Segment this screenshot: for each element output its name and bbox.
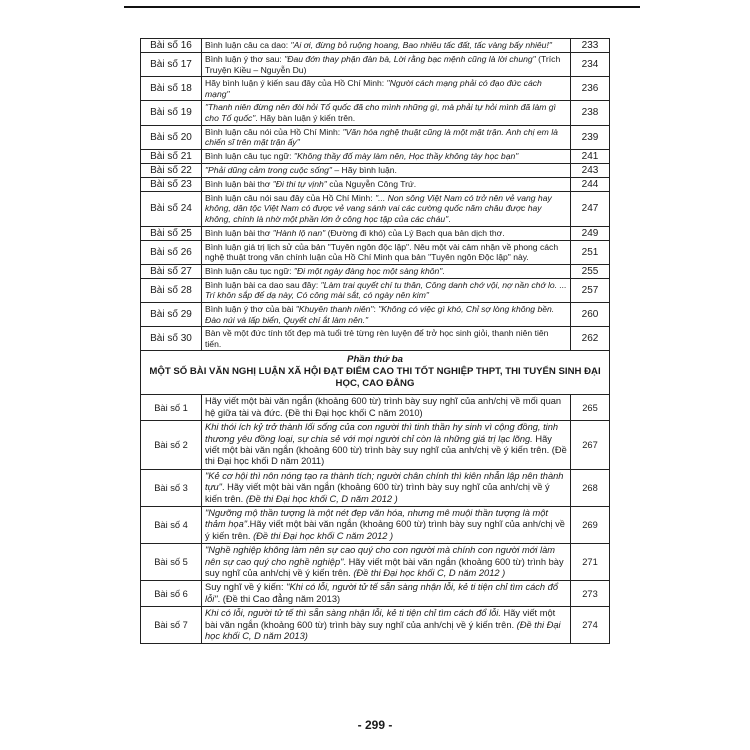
part-three-header-row: [141, 351, 610, 395]
entry-label: Bài số 6: [141, 581, 202, 607]
entry-description: [202, 607, 571, 644]
entry-label: Bài số 21: [141, 149, 202, 163]
entry-quote-text: "Không có việc gì khó, Chỉ sợ lòng không bền. Đào núi và lấp biển, Quyết chí ắt làm nên.": [205, 303, 555, 325]
table-row: [141, 302, 610, 326]
table-row: [141, 191, 610, 226]
entry-label: Bài số 4: [141, 506, 202, 543]
entry-text: :: [373, 303, 379, 314]
entry-text: Hãy viết một bài văn ngắn (khoảng 600 từ) trình bày suy nghĩ của anh/chị về mối quan hệ giữa tài và đức. (Đề thi Đại học khối C năm 2010): [205, 396, 562, 418]
entry-page-number: 260: [571, 302, 610, 326]
entry-page-number: 271: [571, 544, 610, 581]
entry-quote-text: Khi có lỗi, người tử tế thì sẵn sàng nhận lỗi, kẻ ti tiện chỉ tìm cách đổ lỗi.: [205, 608, 501, 619]
entry-label: Bài số 16: [141, 39, 202, 53]
entry-label: Bài số 2: [141, 421, 202, 470]
entry-text: Bình luận câu ca dao:: [205, 40, 291, 51]
entry-text: Bình luận câu tục ngữ:: [205, 150, 294, 161]
entry-page-number: 273: [571, 581, 610, 607]
entry-description: [202, 177, 571, 191]
entry-text: Bình luận câu nói sau đây của Hồ Chí Minh:: [205, 192, 376, 203]
table-row: [141, 607, 610, 644]
entry-label: Bài số 5: [141, 544, 202, 581]
entry-text: Bình luận ý thơ của bài: [205, 303, 296, 314]
entry-page-number: 251: [571, 240, 610, 264]
entry-text: Bình luận ý thơ sau:: [205, 54, 285, 64]
entry-label: Bài số 23: [141, 177, 202, 191]
entry-quote-text: "Ai ơi, đừng bỏ ruộng hoang, Bao nhiêu tấc đất, tấc vàng bấy nhiêu!": [290, 40, 552, 51]
entry-page-number: 234: [571, 53, 610, 77]
table-row: [141, 240, 610, 264]
entry-quote-text: (Đề thi Đại học khối C, D năm 2012 ): [245, 493, 398, 504]
top-rule: [124, 6, 640, 8]
entry-page-number: 265: [571, 395, 610, 421]
entry-text: Bình luận bài thơ: [205, 227, 273, 238]
entry-text: Bình luận câu nói của Hồ Chí Minh:: [205, 126, 343, 137]
entry-description: [202, 191, 571, 226]
entry-label: Bài số 24: [141, 191, 202, 226]
entry-quote-text: "Làm trai quyết chí tu thân, Công danh chớ vội, nợ nần chớ lo. ... Trí khôn sắp để dạ này, Có công mài sắt, có ngày nên kim": [205, 279, 567, 301]
table-row: [141, 163, 610, 177]
entry-description: [202, 302, 571, 326]
entry-text: Hãy viết một bài văn ngắn (khoảng 600 từ) trình bày suy nghĩ của anh/chị về ý kiến trên.: [205, 608, 556, 630]
entry-description: [202, 421, 571, 470]
entry-text: Bàn về một đức tính tốt đẹp mà tuổi trẻ từng rèn luyện để trở học sinh giỏi, thanh niên tiên tiến.: [205, 328, 549, 349]
entry-page-number: 267: [571, 421, 610, 470]
entry-label: Bài số 20: [141, 125, 202, 149]
entry-text: Bình luận bài ca dao sau đây:: [205, 279, 321, 290]
entry-label: Bài số 28: [141, 278, 202, 302]
entry-page-number: 238: [571, 101, 610, 125]
table-row: [141, 39, 610, 53]
part-three-header-cell: [141, 351, 610, 395]
table-row: [141, 395, 610, 421]
entry-description: [202, 544, 571, 581]
entry-text: . Hãy viết một bài văn ngắn (khoảng 600 từ) trình bày suy nghĩ của anh/chị về ý kiến trên.: [205, 556, 564, 578]
entry-text: Suy nghĩ về ý kiến:: [205, 582, 287, 593]
entry-text: .Hãy viết một bài văn ngắn (khoảng 600 từ) trình bày suy nghĩ của anh/chị về ý kiến trên.: [205, 519, 565, 541]
entry-text: Bình luận giá trị lịch sử của bản "Tuyên ngôn độc lập". Nêu một vài cảm nhận về phong cách nghệ thuật trong văn chính luận của Hồ Chí Minh qua bản "Tuyên ngôn Độc lập" này.: [205, 241, 559, 263]
entry-quote-text: "Người cách mạng phải có đạo đức cách mạng": [205, 78, 542, 99]
entry-description: [202, 469, 571, 506]
entry-page-number: 249: [571, 226, 610, 240]
entry-description: [202, 226, 571, 240]
entry-label: Bài số 26: [141, 240, 202, 264]
entry-text: Hãy bình luận ý kiến sau đây của Hồ Chí Minh:: [205, 78, 387, 89]
entry-description: [202, 77, 571, 101]
entry-page-number: 239: [571, 125, 610, 149]
toc-body: [141, 39, 610, 644]
entry-quote-text: "Khi có lỗi, người tử tế sẵn sàng nhận lỗi, kẻ ti tiện chỉ tìm cách đổ lỗi": [205, 582, 559, 604]
entry-page-number: 243: [571, 163, 610, 177]
entry-quote-text: "... Non sông Việt Nam có trở nên vẻ vang hay không, dân tộc Việt Nam có được vẻ vang sánh vai các cường quốc năm châu được hay không, chính là nhờ một phần lớn ở công học tập của các cháu": [205, 192, 552, 224]
entry-description: [202, 395, 571, 421]
table-row: [141, 278, 610, 302]
entry-page-number: 268: [571, 469, 610, 506]
entry-quote-text: "Phải dũng cảm trong cuộc sống": [205, 164, 332, 175]
entry-label: Bài số 7: [141, 607, 202, 644]
entry-quote-text: Khi thói ích kỷ trở thành lối sống của con người thì tinh thần hy sinh vì cộng đồng, tinh thương yêu đồng loại, sự chia sẻ với mọi người chỉ còn là những giá trị lạc lõng.: [205, 422, 559, 444]
entry-label: Bài số 30: [141, 327, 202, 351]
entry-page-number: 233: [571, 39, 610, 53]
entry-quote-text: "Đi thi tự vịnh": [272, 178, 327, 189]
table-row: [141, 421, 610, 470]
table-row: [141, 125, 610, 149]
entry-description: [202, 149, 571, 163]
entry-quote-text: "Nghề nghiệp không làm nên sự cao quý cho con người mà chính con người mới làm nên sự cao quý cho nghề nghiệp": [205, 545, 555, 567]
entry-label: Bài số 19: [141, 101, 202, 125]
entry-label: Bài số 25: [141, 226, 202, 240]
entry-description: [202, 240, 571, 264]
page-number: - 299 -: [357, 718, 393, 732]
entry-text: .: [448, 213, 451, 224]
entry-quote-text: "Không thầy đố mày làm nên, Học thầy không tày học bạn": [293, 150, 519, 161]
entry-text: . Hãy bàn luận ý kiến trên.: [255, 112, 356, 123]
entry-description: [202, 53, 571, 77]
entry-page-number: 274: [571, 607, 610, 644]
entry-page-number: 244: [571, 177, 610, 191]
entry-text: . Hãy viết một bài văn ngắn (khoảng 600 từ) trình bày suy nghĩ của anh/chị về ý kiến trên.: [205, 482, 550, 504]
entry-label: Bài số 17: [141, 53, 202, 77]
entry-text: Hãy viết một bài văn ngắn (khoảng 600 từ) trình bày suy nghĩ của anh/chị về ý kiến trên. (Đề thi Đại học khối D năm 2011): [205, 433, 567, 467]
entry-text: (Đường đi khó) của Lý Bạch qua bản dịch thơ.: [325, 227, 505, 238]
table-row: [141, 177, 610, 191]
part-label: Phần thứ ba: [347, 354, 403, 366]
entry-description: [202, 327, 571, 351]
entry-page-number: 257: [571, 278, 610, 302]
entry-quote-text: "Khuyên thanh niên": [295, 303, 374, 314]
entry-description: [202, 278, 571, 302]
entry-description: [202, 163, 571, 177]
part-title: MỘT SỐ BÀI VĂN NGHỊ LUẬN XÃ HỘI ĐẠT ĐIỂM CAO THI TỐT NGHIỆP THPT, THI TUYỂN SINH ĐẠI HỌC, CAO ĐẲNG: [149, 366, 601, 390]
entry-description: [202, 264, 571, 278]
entry-description: [202, 39, 571, 53]
entry-text: Bình luận bài thơ: [205, 178, 273, 189]
entry-quote-text: "Đau đớn thay phận đàn bà, Lời rằng bạc mệnh cũng là lời chung": [284, 54, 536, 64]
entry-label: Bài số 1: [141, 395, 202, 421]
table-row: [141, 327, 610, 351]
entry-text: (Trích Truyện Kiều – Nguyễn Du): [205, 54, 561, 75]
entry-page-number: 236: [571, 77, 610, 101]
entry-quote-text: "Ngưỡng mộ thần tượng là một nét đẹp văn hóa, nhưng mê muội thần tượng là một thảm họa": [205, 507, 548, 530]
entry-label: Bài số 27: [141, 264, 202, 278]
entry-description: [202, 581, 571, 607]
table-row: [141, 149, 610, 163]
table-row: [141, 506, 610, 543]
entry-text: . (Đề thi Cao đẳng năm 2013): [217, 593, 341, 604]
table-row: [141, 264, 610, 278]
table-row: [141, 469, 610, 506]
entry-label: Bài số 29: [141, 302, 202, 326]
entry-quote-text: (Đề thi Đại học khối C, D năm 2012 ): [353, 567, 506, 578]
entry-text: của Nguyễn Công Trứ.: [326, 178, 417, 189]
entry-text: .: [442, 265, 445, 276]
entry-page-number: 241: [571, 149, 610, 163]
table-of-contents: [140, 38, 610, 644]
entry-label: Bài số 18: [141, 77, 202, 101]
table-row: [141, 53, 610, 77]
entry-quote-text: "Đi một ngày đàng học một sàng khôn": [293, 265, 443, 276]
table-row: [141, 226, 610, 240]
table-row: [141, 77, 610, 101]
entry-page-number: 247: [571, 191, 610, 226]
entry-quote-text: (Đề thi Đại học khối C năm 2012 ): [253, 530, 394, 541]
table-row: [141, 544, 610, 581]
entry-quote-text: "Thanh niên đừng nên đòi hỏi Tổ quốc đã cho mình những gì, mà phải tự hỏi mình đã làm gì cho Tổ quốc": [205, 102, 556, 123]
entry-page-number: 269: [571, 506, 610, 543]
entry-quote-text: "Hành lộ nan": [272, 227, 326, 238]
entry-quote-text: "Văn hóa nghệ thuật cũng là một mặt trận. Anh chị em là chiến sĩ trên mặt trận ấy": [205, 126, 558, 148]
entry-description: [202, 101, 571, 125]
table-row: [141, 101, 610, 125]
entry-text: – Hãy bình luận.: [331, 164, 397, 175]
table-row: [141, 581, 610, 607]
entry-quote-text: "Kẻ cơ hội thì nôn nóng tạo ra thành tích; người chân chính thì kiên nhẫn lập nên thành tựu": [205, 470, 564, 493]
entry-text: Bình luận câu tục ngữ:: [205, 265, 294, 276]
entry-description: [202, 506, 571, 543]
entry-description: [202, 125, 571, 149]
entry-quote-text: (Đề thi Đại học khối C, D năm 2013): [205, 619, 561, 641]
entry-page-number: 262: [571, 327, 610, 351]
entry-page-number: 255: [571, 264, 610, 278]
entry-label: Bài số 22: [141, 163, 202, 177]
entry-label: Bài số 3: [141, 469, 202, 506]
